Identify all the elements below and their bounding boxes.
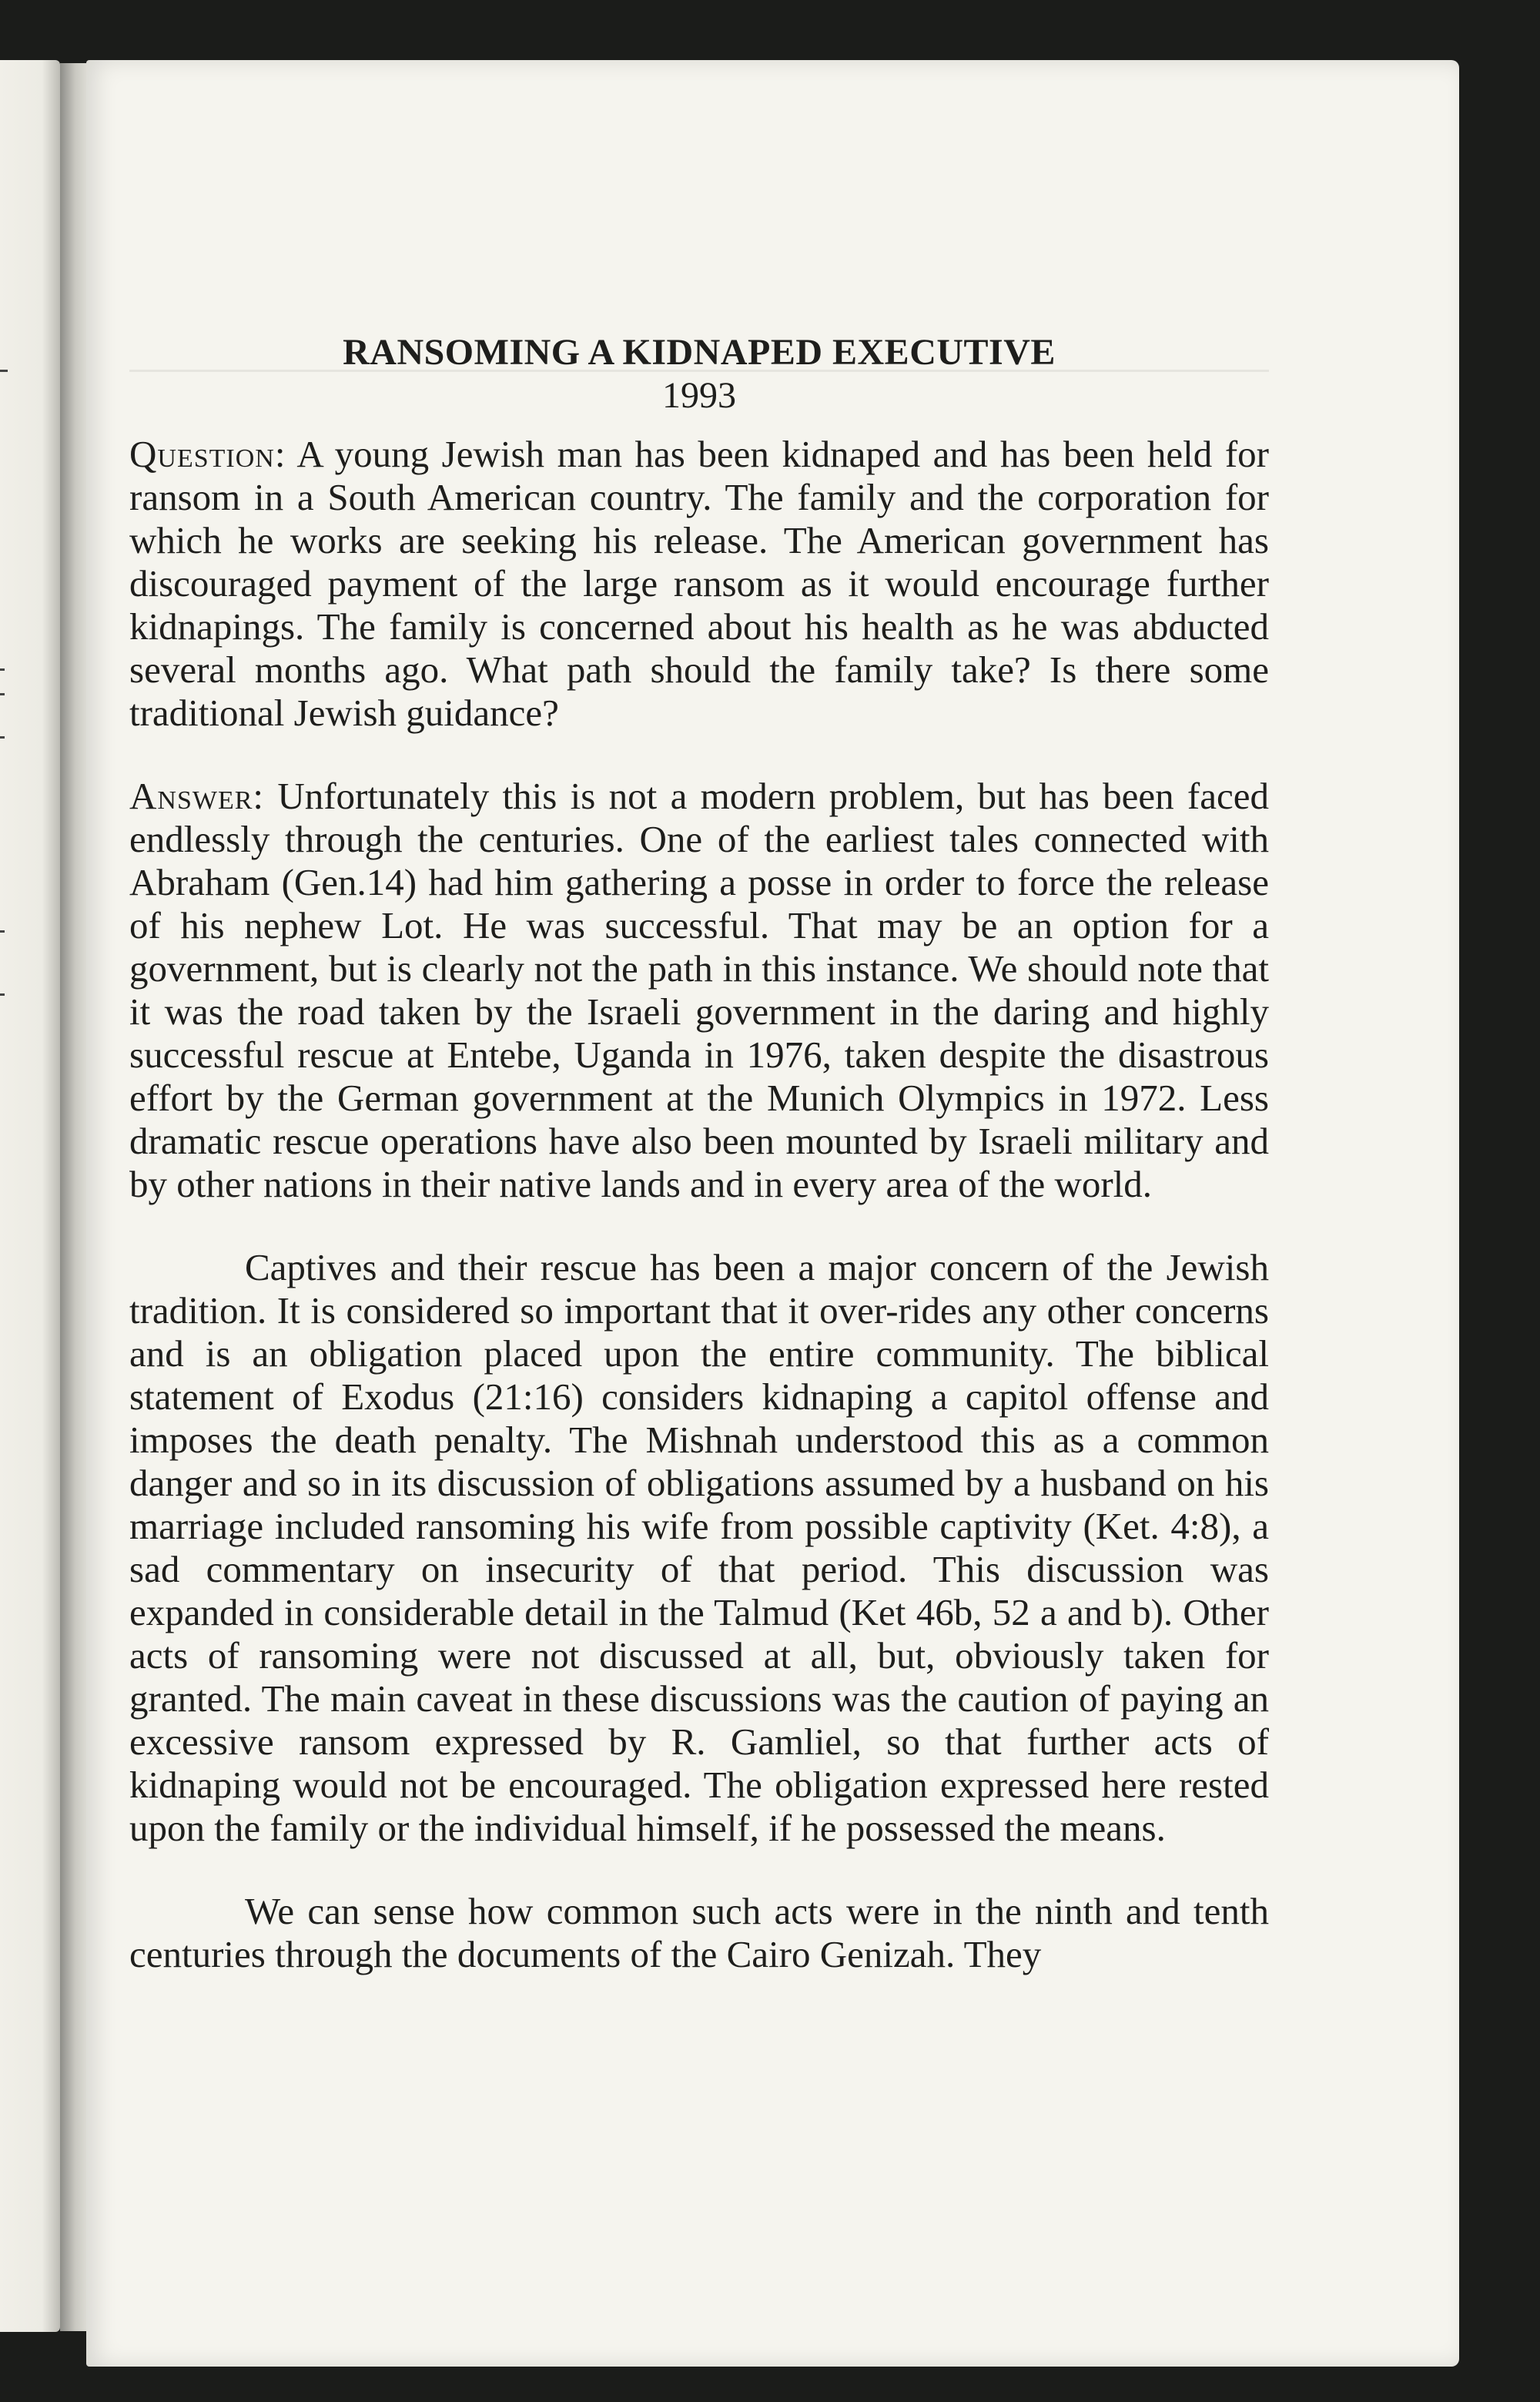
answer-paragraph bbox=[129, 775, 1269, 1206]
question-label: Question: bbox=[129, 433, 286, 475]
facing-page-edge bbox=[0, 60, 60, 2332]
answer-text: Unfortunately this is not a modern problem, but has been faced endlessly through the centuries. One of the earliest tales connected with Abraham (Gen.14) had him gathering a posse in order to force the release of his nephew Lot. He was successful. That may be an option for a government, but is clearly not the path in this instance. We should note that it was the road taken by the Israeli government in the daring and highly successful rescue at Entebe, Uganda in 1976, taken despite the disastrous effort by the German government at the Munich Olympics in 1972. Less dramatic rescue operations have also been mounted by Israeli military and by other nations in their native lands and in every area of the world. bbox=[129, 775, 1269, 1205]
facing-page-mark bbox=[0, 668, 5, 671]
page-content bbox=[129, 331, 1269, 2016]
facing-page-mark bbox=[0, 370, 8, 372]
body-paragraph: Captives and their rescue has been a major concern of the Jewish tradition. It is considered so important that it over-rides any other concerns and is an obligation placed upon the entire community. The biblical statement of Exodus (21:16) considers kidnaping a capitol offense and imposes the death penalty. The Mishnah understood this as a common danger and so in its discussion of obligations assumed by a husband on his marriage included ransoming his wife from possible captivity (Ket. 4:8), a sad commentary on insecurity of that period. This discussion was expanded in considerable detail in the Talmud (Ket 46b, 52 a and b). Other acts of ransoming were not discussed at all, but, obviously taken for granted. The main caveat in these discussions was the caution of paying an excessive ransom expressed by R. Gamliel, so that further acts of kidnaping would not be encouraged. The obligation expressed here rested upon the family or the individual himself, if he possessed the means. bbox=[129, 1246, 1269, 1849]
facing-page-mark bbox=[0, 930, 5, 933]
answer-label: Answer: bbox=[129, 775, 264, 817]
question-paragraph bbox=[129, 433, 1269, 735]
article-year: 1993 bbox=[662, 375, 736, 416]
facing-page-mark bbox=[0, 993, 5, 996]
body-paragraph: We can sense how common such acts were in the ninth and tenth centuries through the documents of the Cairo Genizah. They bbox=[129, 1890, 1269, 1975]
question-text: A young Jewish man has been kidnaped and has been held for ransom in a South American country. The family and the corporation for which he works are seeking his release. The American government has discouraged payment of the large ransom as it would encourage further kidnapings. The family is concerned about his health as he was abducted several months ago. What path should the family take? Is there some traditional Jewish guidance? bbox=[129, 433, 1270, 734]
facing-page-mark bbox=[0, 736, 5, 739]
facing-page-mark bbox=[0, 693, 5, 695]
article-title: RANSOMING A KIDNAPED EXECUTIVE bbox=[343, 332, 1056, 373]
